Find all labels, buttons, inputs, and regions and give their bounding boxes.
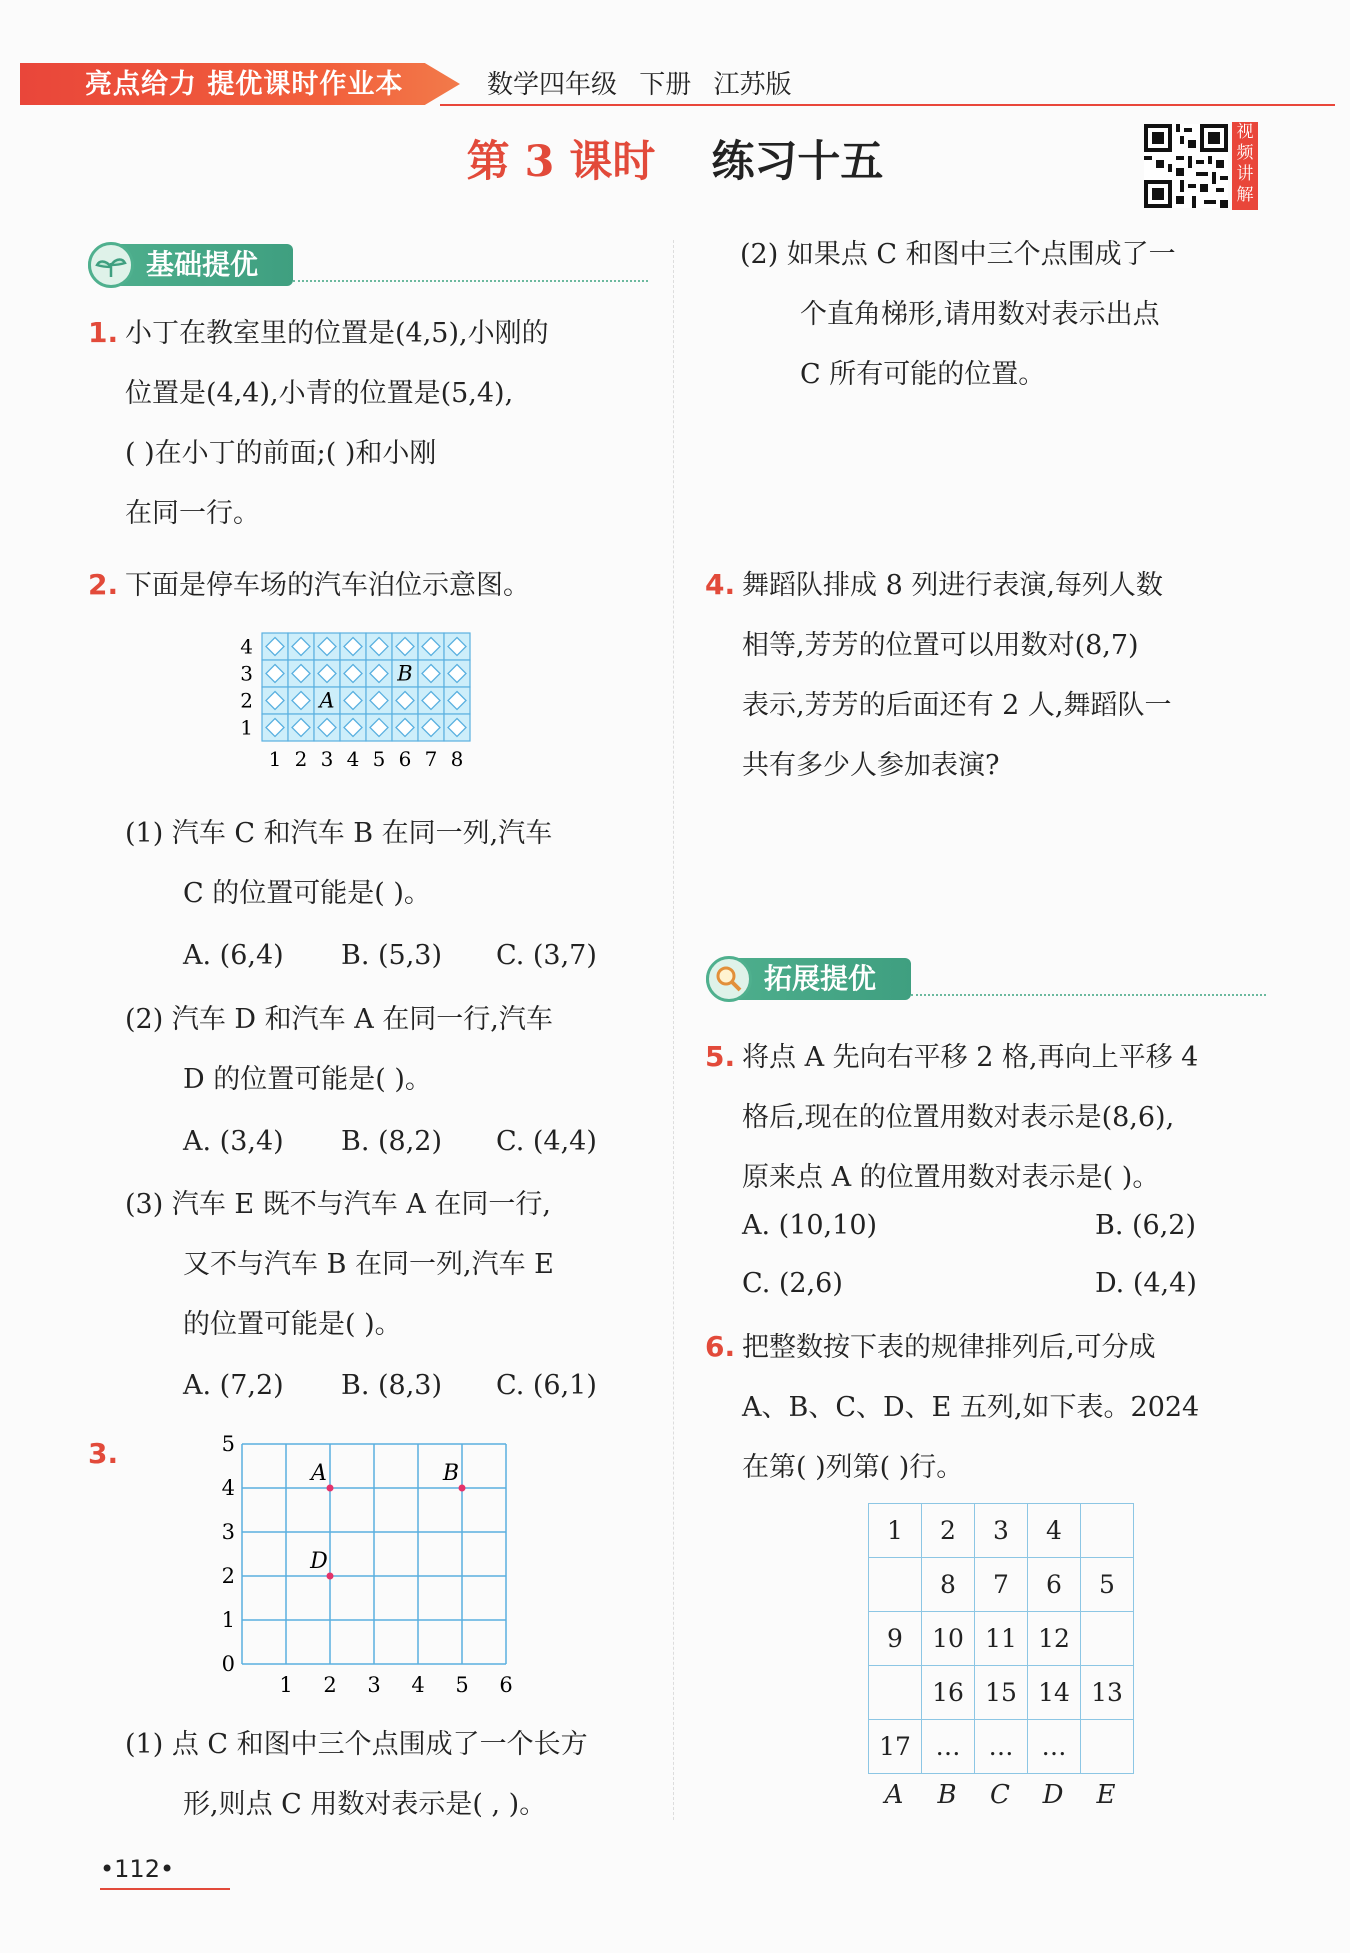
lesson-topic: 练习十五 — [711, 137, 884, 187]
section-basic-label: 基础提优 — [146, 248, 259, 281]
q5-option-c[interactable]: C. (2,6) — [742, 1268, 843, 1299]
coordinate-grid-lines — [242, 1444, 506, 1664]
y-tick-label: 3 — [240, 661, 253, 686]
header-subtitle: 数学四年级 下册 江苏版 — [487, 70, 792, 100]
x-tick-label: 1 — [279, 1673, 293, 1697]
q2-s3-option-b[interactable]: B. (8,3) — [341, 1370, 443, 1401]
y-tick-label: 2 — [221, 1564, 235, 1588]
table-row — [869, 1558, 1134, 1612]
q5-line: 原来点 A 的位置用数对表示是( )。 — [742, 1162, 1160, 1193]
q1-line: 小丁在教室里的位置是(4,5),小刚的 — [125, 318, 549, 349]
header-rule — [440, 104, 1335, 106]
x-tick-label: 3 — [320, 747, 334, 771]
table-cell: 7 — [975, 1558, 1028, 1612]
table-cell: 16 — [922, 1666, 975, 1720]
x-tick-label: 8 — [450, 747, 464, 771]
table-cell: 17 — [869, 1720, 922, 1774]
table-cell: 2 — [922, 1504, 975, 1558]
q5-text — [742, 1028, 1198, 1208]
q2-stem: 下面是停车场的汽车泊位示意图。 — [125, 570, 530, 601]
table-cell: 8 — [922, 1558, 975, 1612]
table-cell: 3 — [975, 1504, 1028, 1558]
table-cell: 5 — [1081, 1558, 1134, 1612]
q4-line: 舞蹈队排成 8 列进行表演,每列人数 — [742, 570, 1163, 601]
q2-s2 — [125, 990, 553, 1110]
q2-s3-line: (3) 汽车 E 既不与汽车 A 在同一行, — [125, 1189, 551, 1220]
q1-number: 1. — [88, 316, 119, 349]
q2-number: 2. — [88, 568, 119, 601]
q6-number: 6. — [705, 1330, 736, 1363]
column-label: C — [990, 1780, 1010, 1810]
point-label: B — [442, 1461, 460, 1486]
table-cell: 4 — [1028, 1504, 1081, 1558]
y-tick-label: 3 — [221, 1520, 235, 1544]
x-tick-label: 4 — [411, 1673, 425, 1697]
table-cell: 14 — [1028, 1666, 1081, 1720]
x-tick-label: 5 — [372, 747, 386, 771]
y-tick-label: 5 — [221, 1432, 235, 1456]
table-cell — [1081, 1612, 1134, 1666]
point-b — [459, 1485, 466, 1492]
point-label: D — [310, 1549, 328, 1574]
y-tick-label: 0 — [221, 1652, 235, 1676]
q3-s2-line: 个直角梯形,请用数对表示出点 — [800, 299, 1160, 330]
y-tick-label: 4 — [240, 634, 253, 659]
q2-s2-option-b[interactable]: B. (8,2) — [341, 1126, 443, 1157]
q2-s1-option-c[interactable]: C. (3,7) — [496, 940, 597, 971]
y-tick-label: 1 — [221, 1608, 235, 1632]
table-cell — [869, 1558, 922, 1612]
y-tick-label: 1 — [240, 715, 253, 740]
q3-s2-line: (2) 如果点 C 和图中三个点围成了一 — [740, 239, 1176, 270]
q4-line: 相等,芳芳的位置可以用数对(8,7) — [742, 630, 1139, 661]
q3-s2 — [740, 225, 1176, 405]
section-basic — [88, 242, 648, 288]
q3-s2-line: C 所有可能的位置。 — [800, 359, 1046, 390]
coordinate-points — [309, 1461, 465, 1580]
y-tick-label: 4 — [221, 1476, 235, 1500]
table-cell — [869, 1666, 922, 1720]
q6-line: 在第( )列第( )行。 — [742, 1452, 964, 1483]
table-cell: 9 — [869, 1612, 922, 1666]
x-tick-label: 2 — [323, 1673, 337, 1697]
x-tick-label: 6 — [499, 1673, 513, 1697]
video-explain-tag[interactable]: 视频讲解 — [1232, 122, 1258, 210]
q2-s3-line: 的位置可能是( )。 — [183, 1309, 402, 1340]
table-row — [869, 1612, 1134, 1666]
q5-option-a[interactable]: A. (10,10) — [742, 1210, 878, 1241]
q6-line: 把整数按下表的规律排列后,可分成 — [742, 1332, 1156, 1363]
x-tick-label: 4 — [346, 747, 360, 771]
table-cell: 15 — [975, 1666, 1028, 1720]
q3-s1-line: (1) 点 C 和图中三个点围成了一个长方 — [125, 1729, 588, 1760]
section-extend-label: 拓展提优 — [764, 962, 877, 995]
lesson-number: 第 3 课时 — [466, 137, 656, 187]
q4-number: 4. — [705, 568, 736, 601]
q2-s1 — [125, 804, 552, 924]
table-cell: 10 — [922, 1612, 975, 1666]
table-cell: … — [975, 1720, 1028, 1774]
table-row — [869, 1720, 1134, 1774]
q2-s2-option-a[interactable]: A. (3,4) — [183, 1126, 284, 1157]
x-tick-label: 1 — [268, 747, 282, 771]
q2-s3-option-a[interactable]: A. (7,2) — [183, 1370, 284, 1401]
q1-line: 在同一行。 — [125, 498, 260, 529]
q3-s1-line: 形,则点 C 用数对表示是( , )。 — [183, 1789, 547, 1820]
q2-s3-line: 又不与汽车 B 在同一列,汽车 E — [183, 1249, 554, 1280]
q5-number: 5. — [705, 1040, 736, 1073]
parking-grid — [228, 625, 538, 795]
q2-s1-line: C 的位置可能是( )。 — [183, 878, 431, 909]
q2-s1-option-a[interactable]: A. (6,4) — [183, 940, 284, 971]
parking-cells — [262, 633, 470, 741]
q4-text — [742, 556, 1172, 796]
table-cell: 13 — [1081, 1666, 1134, 1720]
table-cell: 11 — [975, 1612, 1028, 1666]
coordinate-axis-labels — [222, 1432, 513, 1697]
q3-number: 3. — [88, 1437, 119, 1470]
q4-line: 表示,芳芳的后面还有 2 人,舞蹈队一 — [742, 690, 1172, 721]
q5-option-d[interactable]: D. (4,4) — [1095, 1268, 1197, 1299]
q5-line: 格后,现在的位置用数对表示是(8,6), — [742, 1102, 1175, 1133]
column-divider — [673, 240, 674, 1820]
q2-s2-line: (2) 汽车 D 和汽车 A 在同一行,汽车 — [125, 1004, 553, 1035]
header-brand: 亮点给力 提优课时作业本 — [85, 69, 404, 100]
number-table — [868, 1503, 1134, 1774]
table-cell: 6 — [1028, 1558, 1081, 1612]
page-number-rule — [100, 1888, 230, 1890]
q2-s2-option-c[interactable]: C. (4,4) — [496, 1126, 597, 1157]
table-cell — [1081, 1720, 1134, 1774]
x-tick-label: 3 — [367, 1673, 381, 1697]
y-tick-label: 2 — [240, 688, 253, 713]
table-cell — [1081, 1504, 1134, 1558]
section-extend — [706, 956, 1266, 1002]
table-row — [869, 1504, 1134, 1558]
column-label: E — [1096, 1780, 1116, 1810]
column-label: A — [884, 1780, 904, 1810]
table-cell: … — [1028, 1720, 1081, 1774]
x-tick-label: 6 — [398, 747, 412, 771]
x-tick-label: 2 — [294, 747, 308, 771]
q6-line: A、B、C、D、E 五列,如下表。2024 — [742, 1392, 1200, 1423]
q2-s1-option-b[interactable]: B. (5,3) — [341, 940, 443, 971]
car-label-a: A — [319, 688, 335, 713]
q2-s1-line: (1) 汽车 C 和汽车 B 在同一列,汽车 — [125, 818, 553, 849]
q3-s1 — [125, 1715, 588, 1835]
q1-text — [125, 304, 549, 544]
magnifier-icon — [706, 956, 752, 1002]
q1-line: ( )在小丁的前面;( )和小刚 — [125, 438, 437, 469]
q2-s3 — [125, 1175, 554, 1355]
qr-code-icon[interactable] — [1144, 124, 1228, 208]
table-row — [869, 1666, 1134, 1720]
table-cell: 1 — [869, 1504, 922, 1558]
x-tick-label: 5 — [455, 1673, 469, 1697]
coordinate-grid — [212, 1428, 522, 1698]
q6-text — [742, 1318, 1199, 1498]
column-label: B — [937, 1780, 957, 1810]
point-a — [327, 1485, 334, 1492]
q2-s3-option-c[interactable]: C. (6,1) — [496, 1370, 597, 1401]
point-label: A — [311, 1461, 327, 1486]
table-cell: 12 — [1028, 1612, 1081, 1666]
x-tick-label: 7 — [424, 747, 438, 771]
q5-line: 将点 A 先向右平移 2 格,再向上平移 4 — [742, 1042, 1199, 1073]
page-number: •112• — [100, 1855, 175, 1883]
column-label: D — [1042, 1780, 1064, 1810]
q4-line: 共有多少人参加表演? — [742, 750, 1000, 781]
sprout-icon — [88, 242, 134, 288]
car-label-b: B — [397, 661, 413, 686]
table-cell: … — [922, 1720, 975, 1774]
q2-s2-line: D 的位置可能是( )。 — [183, 1064, 432, 1095]
q5-option-b[interactable]: B. (6,2) — [1095, 1210, 1197, 1241]
q1-line: 位置是(4,4),小青的位置是(5,4), — [125, 378, 514, 409]
